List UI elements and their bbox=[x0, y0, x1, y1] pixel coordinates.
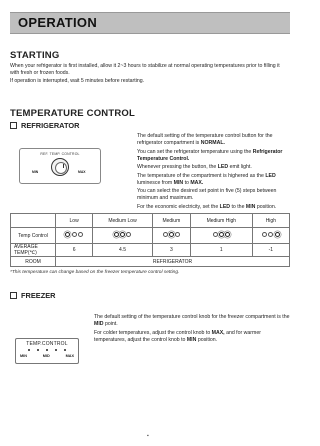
temperature-button-icon bbox=[51, 158, 69, 176]
checkbox-icon bbox=[10, 122, 17, 129]
page-marker: ▪ bbox=[147, 433, 149, 439]
panel-min-label: MIN bbox=[32, 170, 39, 174]
led-icon bbox=[219, 232, 224, 237]
led-icon bbox=[169, 232, 174, 237]
table-row-label: Temp Control bbox=[11, 228, 56, 244]
knob-title: TEMP.CONTROL bbox=[26, 341, 68, 347]
led-indicator-icon bbox=[163, 232, 180, 237]
led-cell bbox=[93, 228, 153, 244]
knob-dots-icon bbox=[28, 349, 66, 352]
led-cell bbox=[252, 228, 289, 244]
freezer-paragraph-2: For colder temperatures, adjust the control knob to MAX, and for warmer temperatures, adjust the control knob to MIN position. bbox=[94, 330, 261, 343]
knob-min-label: MIN bbox=[20, 354, 27, 358]
led-icon bbox=[120, 232, 125, 237]
panel-label: REF. TEMP. CONTROL bbox=[40, 152, 80, 156]
table-row bbox=[11, 228, 290, 244]
table-row-label: AVERAGE TEMP(℃) bbox=[11, 244, 56, 257]
ref-paragraph-6: For the economic electricity, set the LED to the MIN position. bbox=[137, 203, 277, 210]
knob-scale bbox=[20, 354, 74, 358]
starting-paragraph-1: When your refrigerator is first installed, allow it 2~3 hours to stabilize at normal operating temperatures prior to filling it with fresh or frozen foods. bbox=[10, 63, 280, 76]
checkbox-icon bbox=[10, 292, 17, 299]
knob-max-label: MAX bbox=[65, 354, 74, 358]
led-icon bbox=[225, 232, 230, 237]
led-cell bbox=[190, 228, 252, 244]
led-icon bbox=[262, 232, 267, 237]
table-cell: 1 bbox=[190, 244, 252, 257]
freezer-text bbox=[94, 314, 290, 344]
led-cell bbox=[56, 228, 93, 244]
led-icon bbox=[163, 232, 168, 237]
freezer-subheading: FREEZER bbox=[10, 291, 56, 300]
table-row-label: ROOM bbox=[11, 257, 56, 267]
ref-paragraph-3: Whenever pressing the button, the LED emit light. bbox=[137, 164, 252, 170]
table-header: Medium bbox=[152, 214, 190, 228]
freezer-control-knob bbox=[15, 338, 79, 364]
led-icon bbox=[65, 232, 70, 237]
ref-paragraph-1: The default setting of the temperature control button for the refrigerator compartment is NORMAL. bbox=[137, 133, 273, 146]
table-header: High bbox=[252, 214, 289, 228]
panel-max-label: MAX bbox=[78, 170, 86, 174]
ref-paragraph-4: The temperature of the compartment is highered as the LED luminesce from MIN to MAX. bbox=[137, 172, 276, 186]
led-icon bbox=[268, 232, 273, 237]
table-header-row bbox=[11, 214, 290, 228]
led-indicator-icon bbox=[114, 232, 131, 237]
led-icon bbox=[275, 232, 280, 237]
table-header: Medium High bbox=[190, 214, 252, 228]
led-indicator-icon bbox=[213, 232, 230, 237]
temperature-control-heading: TEMPERATURE CONTROL bbox=[10, 108, 136, 119]
starting-paragraph-2: If operation is interrupted, wait 5 minutes before restarting. bbox=[10, 78, 145, 84]
led-indicator-icon bbox=[65, 232, 82, 237]
temperature-table bbox=[10, 213, 290, 267]
footnote: *This temperature can change based on the freezer temperature control setting. bbox=[10, 270, 180, 275]
led-cell bbox=[152, 228, 190, 244]
table-header: Low bbox=[56, 214, 93, 228]
table-corner-cell bbox=[11, 214, 56, 228]
refrigerator-subheading: REFRIGERATOR bbox=[10, 121, 79, 130]
knob-mid-label: MID bbox=[42, 354, 50, 358]
section-header-bar bbox=[10, 12, 290, 34]
table-cell: -1 bbox=[252, 244, 289, 257]
table-cell: 6 bbox=[56, 244, 93, 257]
table-header: Medium Low bbox=[93, 214, 153, 228]
page-title: OPERATION bbox=[18, 15, 98, 30]
table-cell: REFRIGERATOR bbox=[56, 257, 290, 267]
ref-paragraph-2: You can set the refrigerator temperature using the Refrigerator Temperature Control. bbox=[137, 148, 283, 162]
led-icon bbox=[213, 232, 218, 237]
led-indicator-icon bbox=[262, 232, 279, 237]
starting-heading: STARTING bbox=[10, 50, 60, 61]
led-icon bbox=[126, 232, 131, 237]
table-cell: 3 bbox=[152, 244, 190, 257]
led-icon bbox=[114, 232, 119, 237]
table-row bbox=[11, 244, 290, 257]
refrigerator-control-panel bbox=[19, 148, 101, 184]
refrigerator-text bbox=[137, 133, 290, 211]
table-cell: 4.5 bbox=[93, 244, 153, 257]
freezer-paragraph-1: The default setting of the temperature control knob for the freezer compartment is the MID point. bbox=[94, 314, 290, 327]
led-icon bbox=[175, 232, 180, 237]
ref-paragraph-5: You can select the desired set point in five (5) steps between minimum and maximum. bbox=[137, 188, 277, 201]
led-icon bbox=[72, 232, 77, 237]
table-row bbox=[11, 257, 290, 267]
led-icon bbox=[78, 232, 83, 237]
